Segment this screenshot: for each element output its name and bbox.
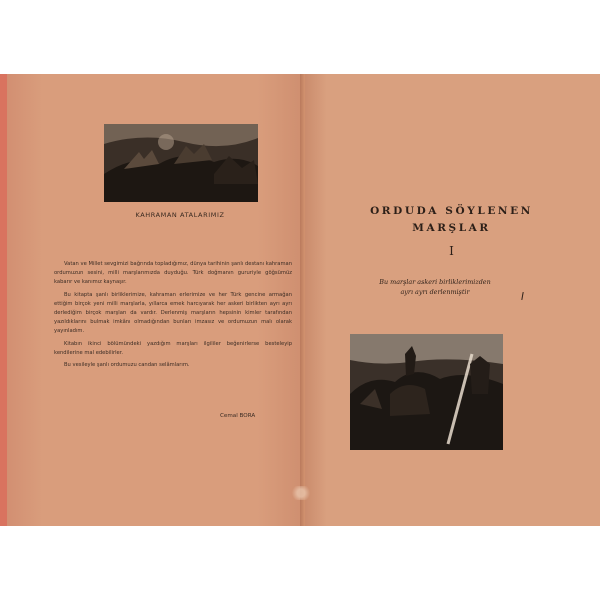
foreword-text [54, 260, 292, 373]
paper-wear [290, 486, 312, 500]
foreword-paragraph: Kitabın ikinci bölümündeki yazdığım marşları ilgililer beğenirlerse besteleyip kendilerine mal edebilirler. [54, 340, 292, 356]
note-line: ayrı ayrı derlenmiştir [400, 288, 470, 296]
foreword-paragraph: Vatan ve Millet sevgimizi bağrında topladığımız, dünya tarihinin şanlı destanı kahraman ordumuzun sesini, milli marşlarımızda duyduğu. Türk doğmanın gururiyle göğsümüz kabarır ve kanımız kaynaşır. [54, 261, 292, 286]
battle-scene-photo [104, 124, 258, 202]
book-title-line2: MARŞLAR [412, 222, 491, 234]
book-title-line1: ORDUDA SÖYLENEN [370, 205, 533, 217]
compilation-note [350, 277, 520, 297]
book-gutter [300, 74, 305, 526]
parade-photo [350, 334, 503, 450]
volume-number: I [449, 244, 454, 258]
foreword-paragraph: Bu vesileyle şanlı ordumuzu candan selâmlarım. [64, 362, 190, 369]
book-spread [0, 74, 600, 526]
foreword-paragraph: Bu kitapta şanlı birliklerimize, kahraman erlerimize ve her Türk gencine armağan ettiğim birçok yeni milli marşlarla, yıllarca emek harcıyarak her askeri birlikten ayrı ayrı derlediğim birçok marşları da vardır. Derlenmiş marşların hepsinin kimler tarafından yazıldıklarını bulmak imkânı olmadığından bunları imzasız ve ordumuzun malı olarak yayınladım. [54, 291, 292, 335]
author-signature: Cemal BORA [220, 413, 256, 419]
right-page [303, 74, 600, 526]
photo-caption: KAHRAMAN ATALARIMIZ [135, 211, 225, 219]
note-line: Bu marşlar askeri birliklerimizden [379, 278, 491, 286]
